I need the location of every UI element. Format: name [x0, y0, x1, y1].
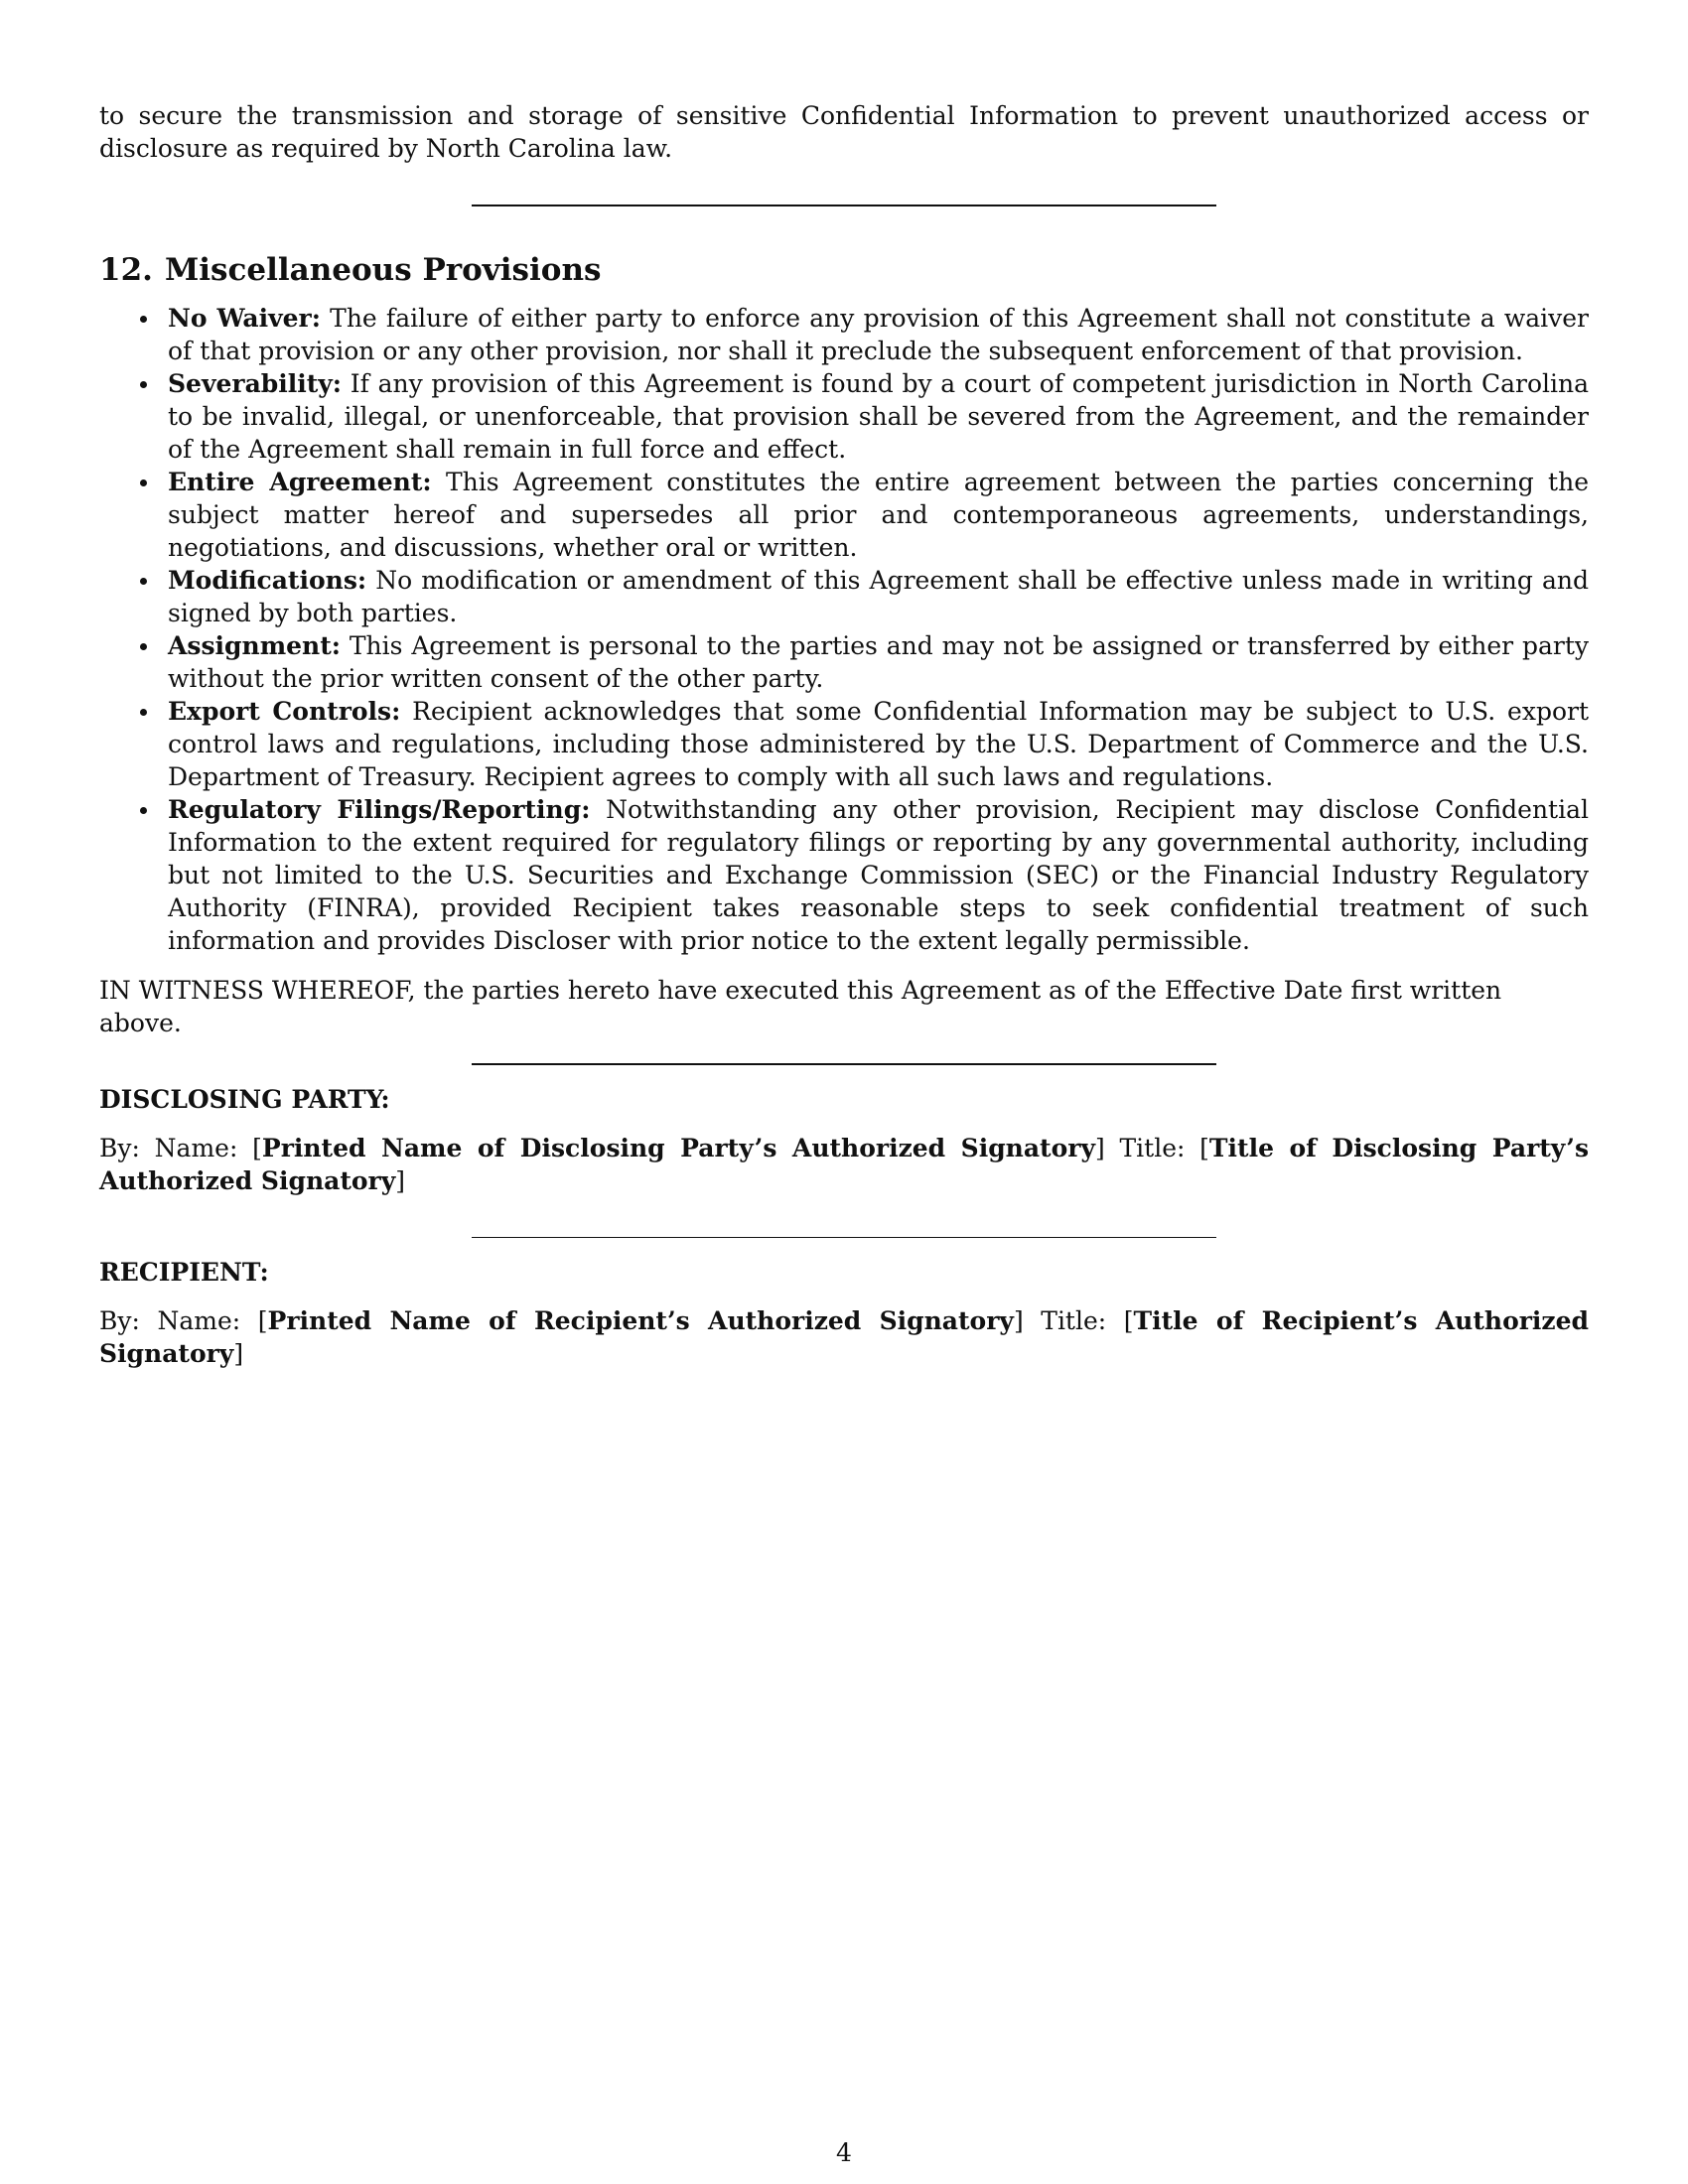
section-divider: [472, 205, 1216, 206]
provisions-list: [99, 302, 1589, 957]
provision-text: If any provision of this Agreement is found by a court of competent jurisdiction in North Carolina to be invalid, illegal, or unenforceable, that provision shall be severed from the Agreement, and the remainder of the Agreement shall remain in full force and effect.: [168, 369, 1589, 464]
list-item: [168, 302, 1589, 367]
list-item: [168, 367, 1589, 466]
provision-term: Entire Agreement:: [168, 468, 432, 496]
provision-term: No Waiver:: [168, 304, 321, 333]
list-item: [168, 466, 1589, 564]
name-label: Name:: [157, 1306, 241, 1335]
list-item: [168, 629, 1589, 695]
provision-term: Regulatory Filings/Reporting:: [168, 795, 591, 824]
provision-text: This Agreement constitutes the entire agreement between the parties concerning the subject matter hereof and supersedes all prior and contemporaneous agreements, understandings, negotiations, and discussions, whether oral or written.: [168, 468, 1589, 562]
provision-term: Assignment:: [168, 631, 342, 660]
title-placeholder: Title of Recipient’s Authorized Signatory: [99, 1306, 1590, 1368]
section-title: Miscellaneous Provisions: [164, 252, 602, 288]
list-item: [168, 564, 1589, 629]
provision-term: Export Controls:: [168, 697, 401, 726]
provision-term: Severability:: [168, 369, 343, 398]
document-page: [99, 99, 1589, 1370]
by-label: By:: [99, 1134, 140, 1162]
name-placeholder: Printed Name of Recipient’s Authorized Signatory: [267, 1306, 1014, 1335]
title-placeholder: Title of Disclosing Party’s Authorized Signatory: [99, 1134, 1590, 1195]
list-item: [168, 695, 1589, 793]
disclosing-party-signature-block: By: Name: [Printed Name of Disclosing Party’s Authorized Signatory] Title: [Title of Disclosing Party’s Authorized Signatory]: [99, 1134, 1590, 1195]
provision-text: Notwithstanding any other provision, Recipient may disclose Confidential Information to the extent required for regulatory filings or reporting by any governmental authority, including but not limited to the U.S. Securities and Exchange Commission (SEC) or the Financial Industry Regulatory Authority (FINRA), provided Recipient takes reasonable steps to seek confidential treatment of such information and provides Discloser with prior notice to the extent legally permissible.: [168, 795, 1590, 955]
name-placeholder: Printed Name of Disclosing Party’s Authorized Signatory: [261, 1134, 1095, 1162]
provision-term: Modifications:: [168, 566, 367, 595]
section-number: 12.: [99, 252, 153, 288]
provision-text: The failure of either party to enforce any provision of this Agreement shall not constitute a waiver of that provision or any other provision, nor shall it preclude the subsequent enforcement of that provision.: [168, 304, 1589, 365]
provision-text: Recipient acknowledges that some Confidential Information may be subject to U.S. export control laws and regulations, including those administered by the U.S. Department of Commerce and the U.S. Department of Treasury. Recipient agrees to comply with all such laws and regulations.: [168, 697, 1589, 791]
name-label: Name:: [154, 1134, 238, 1162]
page-number: 4: [836, 2138, 852, 2167]
recipient-heading: RECIPIENT:: [99, 1258, 269, 1287]
signature-divider: [472, 1063, 1216, 1065]
provision-text: This Agreement is personal to the parties and may not be assigned or transferred by either party without the prior written consent of the other party.: [168, 631, 1589, 693]
section-heading: [99, 250, 1589, 290]
witness-clause: IN WITNESS WHEREOF, the parties hereto have executed this Agreement as of the Effective Date first written above.: [99, 976, 1502, 1037]
title-label: Title:: [1119, 1134, 1186, 1162]
provision-text: No modification or amendment of this Agreement shall be effective unless made in writing and signed by both parties.: [168, 566, 1589, 627]
list-item: [168, 793, 1589, 957]
signature-divider: [472, 1237, 1216, 1238]
continuation-paragraph: to secure the transmission and storage of sensitive Confidential Information to prevent unauthorized access or disclosure as required by North Carolina law.: [99, 101, 1589, 163]
title-label: Title:: [1041, 1306, 1107, 1335]
disclosing-party-heading: DISCLOSING PARTY:: [99, 1085, 390, 1114]
recipient-signature-block: By: Name: [Printed Name of Recipient’s Authorized Signatory] Title: [Title of Recipient’s Authorized Signatory]: [99, 1306, 1590, 1368]
by-label: By:: [99, 1306, 140, 1335]
